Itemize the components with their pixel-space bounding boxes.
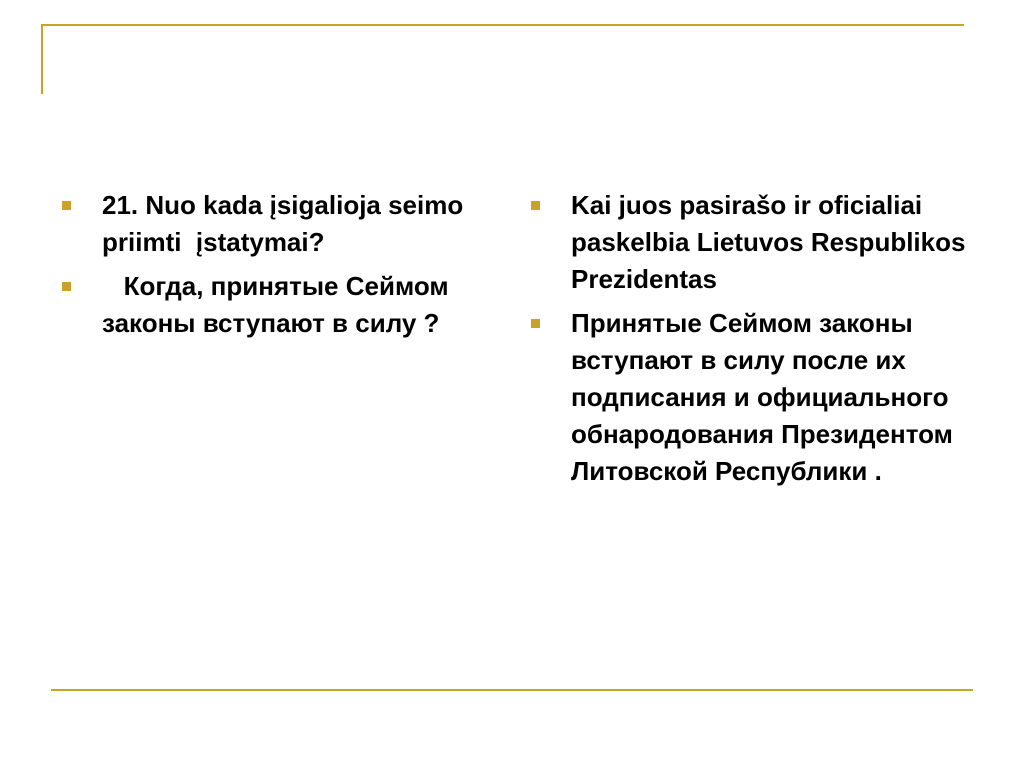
bottom-rule — [51, 689, 973, 691]
list-item — [531, 187, 971, 298]
bullet-icon — [531, 319, 540, 328]
left-column — [62, 187, 492, 349]
right-column — [531, 187, 971, 497]
list-item — [62, 268, 492, 342]
question-russian: Когда, принятые Сеймом законы вступают в силу ? — [102, 271, 456, 338]
top-rule — [41, 24, 964, 26]
list-item — [531, 305, 971, 490]
bullet-icon — [531, 201, 540, 210]
bullet-icon — [62, 282, 71, 291]
question-lithuanian: 21. Nuo kada įsigalioja seimo priimti įstatymai? — [102, 190, 478, 257]
list-item — [62, 187, 492, 261]
answer-lithuanian: Kai juos pasirašo ir oficialiai paskelbia Lietuvos Respublikos Prezidentas — [571, 190, 973, 294]
bullet-icon — [62, 201, 71, 210]
answer-russian: Принятые Сеймом законы вступают в силу после их подписания и официального обнародования Президентом Литовской Республики . — [571, 308, 961, 486]
left-rule — [41, 24, 43, 94]
